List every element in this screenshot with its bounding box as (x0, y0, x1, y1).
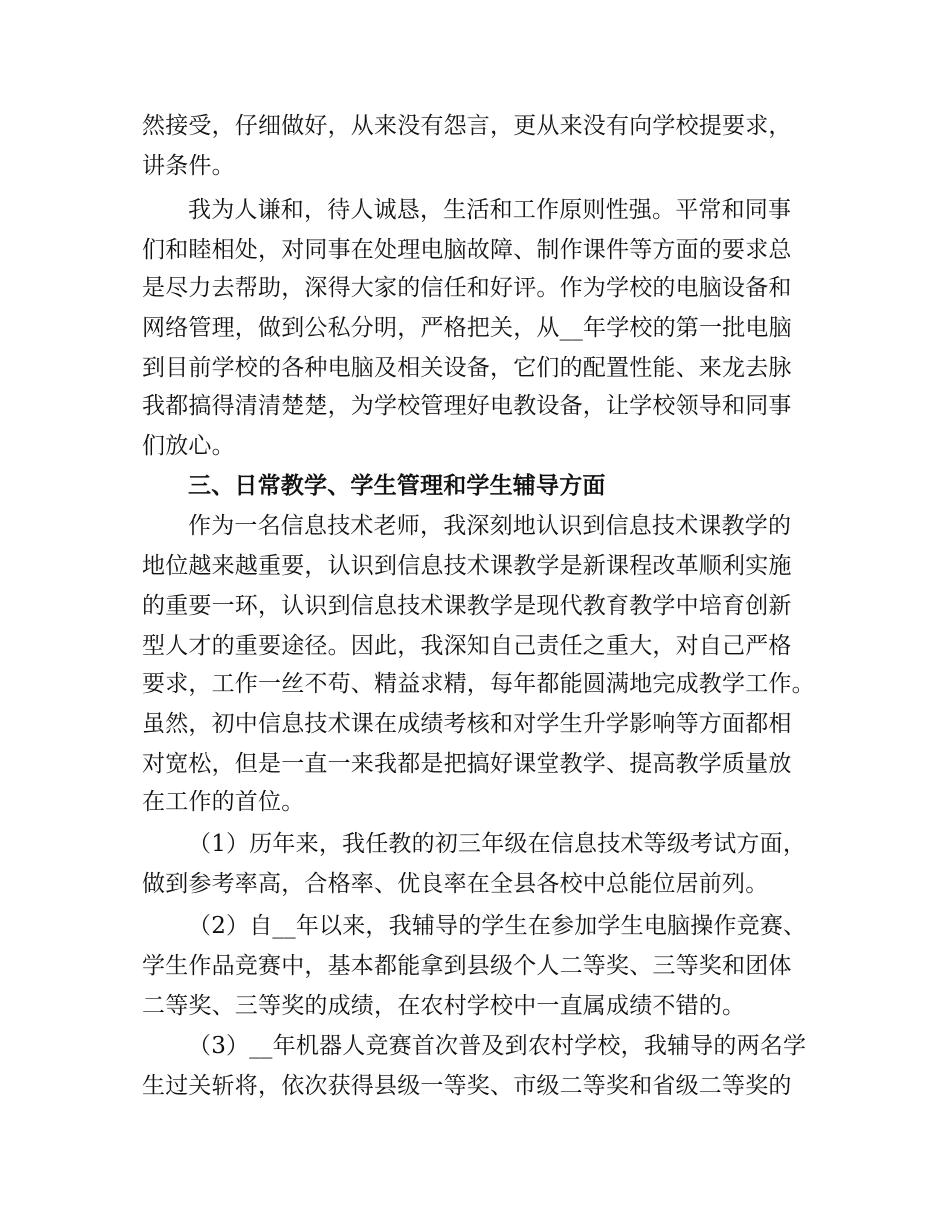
paragraph-line: 在工作的首位。 (142, 789, 305, 815)
paragraph-line: 们和睦相处，对同事在处理电脑故障、制作课件等方面的要求总 (142, 237, 792, 263)
list-item: （2）自__年以来，我辅导的学生在参加学生电脑操作竞赛、 (188, 913, 807, 939)
paragraph-line: 虽然，初中信息技术课在成绩考核和对学生升学影响等方面都相 (142, 711, 792, 737)
paragraph-line: 生过关斩将，依次获得县级一等奖、市级二等奖和省级二等奖的 (142, 1073, 792, 1099)
paragraph-line: 我都搞得清清楚楚，为学校管理好电教设备，让学校领导和同事 (142, 393, 792, 419)
paragraph-line: 要求，工作一丝不苟、精益求精，每年都能圆满地完成教学工作。 (142, 671, 815, 697)
paragraph-line: 讲条件。 (142, 153, 235, 179)
section-heading: 三、日常教学、学生管理和学生辅导方面 (188, 472, 606, 499)
paragraph-line: 对宽松，但是一直一来我都是把搞好课堂教学、提高教学质量放 (142, 751, 792, 777)
paragraph-line: 们放心。 (142, 433, 235, 459)
paragraph-line: 做到参考率高，合格率、优良率在全县各校中总能位居前列。 (142, 871, 769, 897)
list-item: （3）__年机器人竞赛首次普及到农村学校，我辅导的两名学 (188, 1033, 807, 1059)
paragraph-line: 然接受，仔细做好，从来没有怨言，更从来没有向学校提要求， (142, 113, 792, 139)
paragraph-line: 型人才的重要途径。因此，我深知自己责任之重大，对自己严格 (142, 633, 792, 659)
paragraph-line: 我为人谦和，待人诚恳，生活和工作原则性强。平常和同事 (188, 197, 792, 223)
paragraph-line: 的重要一环，认识到信息技术课教学是现代教育教学中培育创新 (142, 593, 792, 619)
paragraph-line: 地位越来越重要，认识到信息技术课教学是新课程改革顺利实施 (142, 553, 792, 579)
paragraph-line: 二等奖、三等奖的成绩，在农村学校中一直属成绩不错的。 (142, 993, 746, 1019)
paragraph-line: 网络管理，做到公私分明，严格把关，从__年学校的第一批电脑 (142, 315, 792, 341)
list-item: （1）历年来，我任教的初三年级在信息技术等级考试方面， (188, 831, 807, 857)
paragraph-line: 作为一名信息技术老师，我深刻地认识到信息技术课教学的 (188, 513, 792, 539)
paragraph-line: 到目前学校的各种电脑及相关设备，它们的配置性能、来龙去脉 (142, 355, 792, 381)
paragraph-line: 学生作品竞赛中，基本都能拿到县级个人二等奖、三等奖和团体 (142, 953, 792, 979)
paragraph-line: 是尽力去帮助，深得大家的信任和好评。作为学校的电脑设备和 (142, 275, 792, 301)
